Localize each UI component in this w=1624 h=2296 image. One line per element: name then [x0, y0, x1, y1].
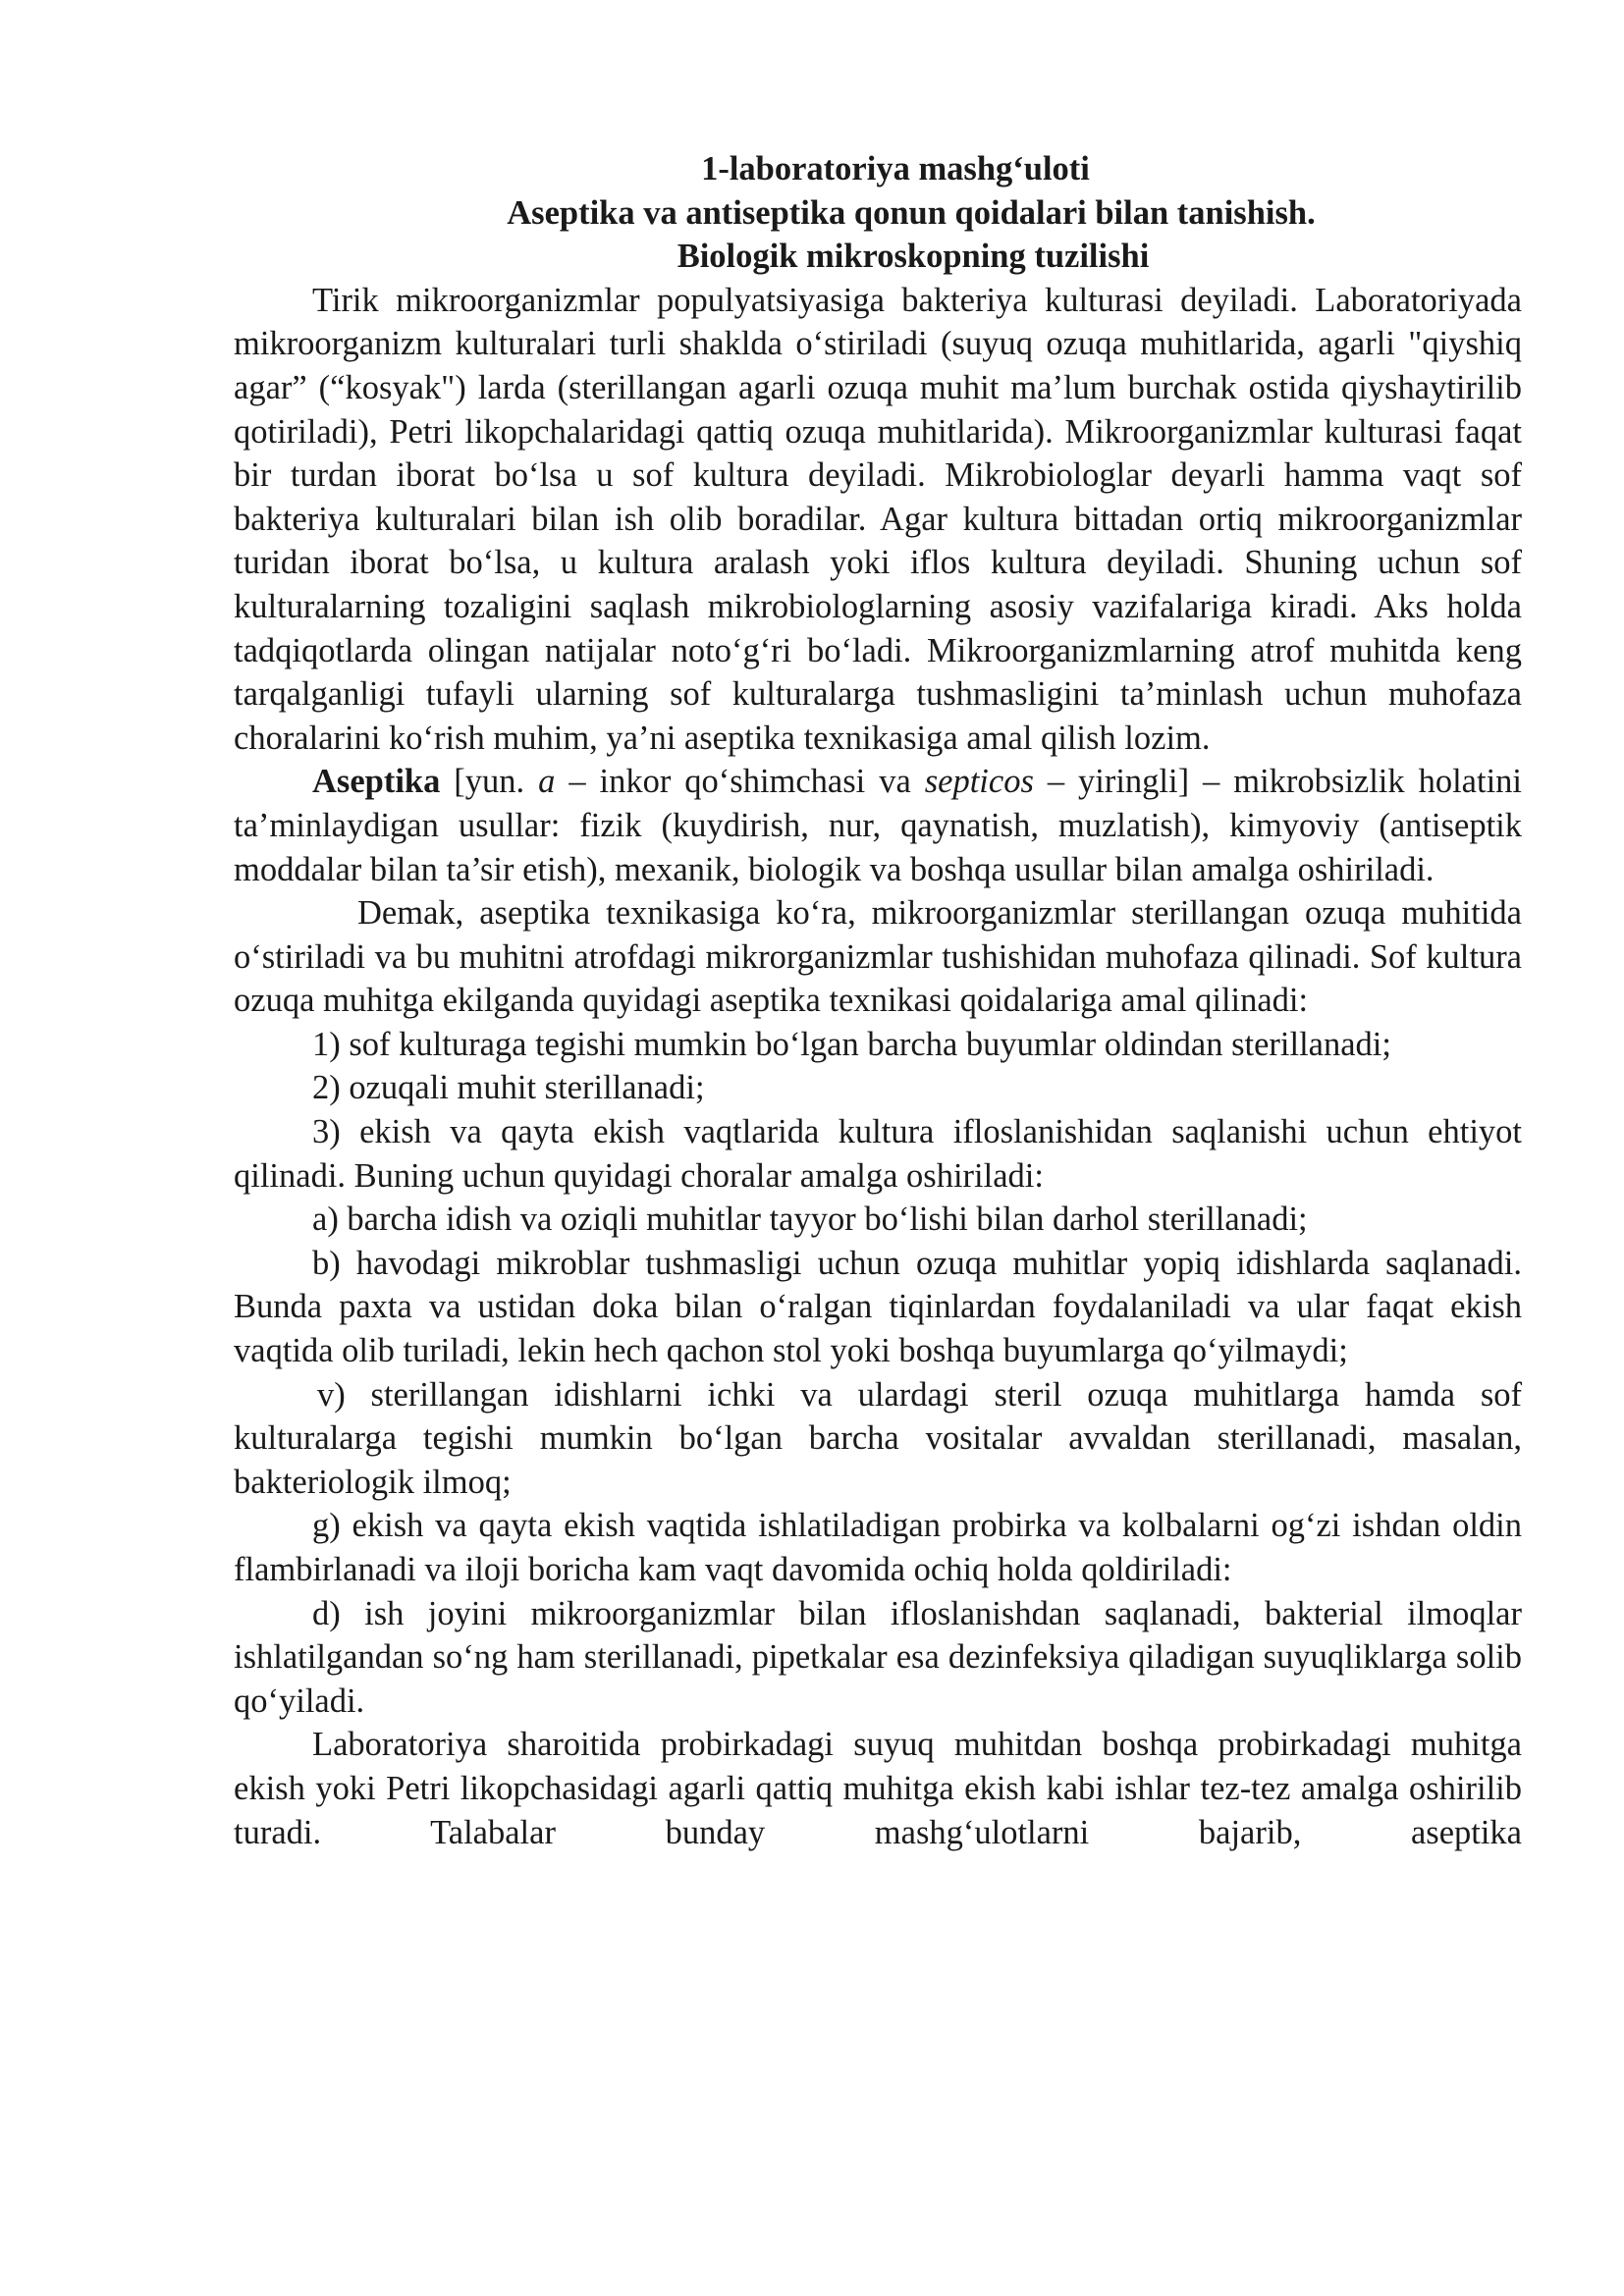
rule-item-g: g) ekish va qayta ekish vaqtida ishlatiladigan probirka va kolbalarni og‘zi ishdan oldin flambirlanadi va iloji boricha kam vaqt davomida ochiq holda qoldiriladi: [234, 1507, 1522, 1588]
rule-item-2: 2) ozuqali muhit sterillanadi; [312, 1069, 705, 1107]
rule-item-v: v) sterillangan idishlarni ichki va ulardagi steril ozuqa muhitlarga hamda sof kulturalarga tegishi mumkin bo‘lgan barcha vositalar avvaldan sterillanadi, masalan, bakteriologik ilmoq; [234, 1375, 1522, 1501]
subtopic-title: Biologik mikroskopning tuzilishi [677, 238, 1150, 276]
rule-item-1: 1) sof kulturaga tegishi mumkin bo‘lgan barcha buyumlar oldindan sterillanadi; [312, 1025, 1391, 1063]
closing-paragraph: Laboratoriya sharoitida probirkadagi suyuq muhitdan boshqa probirkadagi muhitga ekish yoki Petri likopchasidagi agarli qattiq muhitga ekish kabi ishlar tez-tez amalga oshirilib turadi. Talabalar bunday mashg‘ulotlarni bajarib, aseptika [234, 1726, 1522, 1851]
technique-paragraph: Demak, aseptika texnikasiga ko‘ra, mikroorganizmlar sterillangan ozuqa muhitida o‘stiriladi va bu muhitni atrofdagi mikrorganizmlar tushishidan muhofaza qilinadi. Sof kultura ozuqa muhitga ekilganda quyidagi aseptika texnikasi qoidalariga amal qilinadi: [234, 894, 1522, 1020]
rule-item-b: b) havodagi mikroblar tushmasligi uchun ozuqa muhitlar yopiq idishlarda saqlanadi. Bunda paxta va ustidan doka bilan o‘ralgan tiqinlardan foydalaniladi va ular faqat ekish vaqtida olib turiladi, lekin hech qachon stol yoki boshqa buyumlarga qo‘yilmaydi; [234, 1244, 1522, 1370]
rule-item-a: a) barcha idish va oziqli muhitlar tayyor bo‘lishi bilan darhol sterillanadi; [312, 1201, 1308, 1239]
document-page [234, 147, 1522, 1854]
rule-item-d: d) ish joyini mikroorganizmlar bilan ifloslanishdan saqlanadi, bakterial ilmoqlar ishlatilgandan so‘ng ham sterillanadi, pipetkalar esa dezinfeksiya qiladigan suyuqliklarga solib qo‘yiladi. [234, 1594, 1522, 1720]
definition-italic-1: a [538, 763, 556, 801]
definition-italic-2: septicos [924, 763, 1034, 801]
definition-text-2: – inkor qo‘shimchasi va [555, 763, 925, 801]
lab-number-title: 1-laboratoriya mashg‘uloti [701, 150, 1090, 187]
aseptika-term: Aseptika [312, 763, 441, 801]
definition-text-3: – yiringli] – mikrobsizlik holatini ta’minlaydigan usullar: fizik (kuydirish, nur, qaynatish, muzlatish), kimyoviy (antiseptik moddalar bilan ta’sir etish), mexanik, biologik va boshqa usullar bilan amalga oshiriladi. [234, 763, 1522, 888]
aseptika-definition-paragraph [234, 760, 1522, 891]
topic-title: Aseptika va antiseptika qonun qoidalari bilan tanishish. [507, 193, 1316, 232]
definition-text-1: [yun. [440, 763, 539, 801]
rule-item-3: 3) ekish va qayta ekish vaqtlarida kultura ifloslanishidan saqlanishi uchun ehtiyot qilinadi. Buning uchun quyidagi choralar amalga oshiriladi: [234, 1113, 1522, 1195]
intro-paragraph: Tirik mikroorganizmlar populyatsiyasiga bakteriya kulturasi deyiladi. Laboratoriyada mikroorganizm kulturalari turli shaklda o‘stiriladi (suyuq ozuqa muhitlarida, agarli "qiyshiq agar” (“kosyak") larda (sterillangan agarli ozuqa muhit ma’lum burchak ostida qiyshaytirilib qotiriladi), Petri likopchalaridagi qattiq ozuqa muhitlarida). Mikroorganizmlar kulturasi faqat bir turdan iborat bo‘lsa u sof kultura deyiladi. Mikrobiologlar deyarli hamma vaqt sof bakteriya kulturalari bilan ish olib boradilar. Agar kultura bittadan ortiq mikroorganizmlar turidan iborat bo‘lsa, u kultura aralash yoki iflos kultura deyiladi. Shuning uchun sof kulturalarning tozaligini saqlash mikrobiologlarning asosiy vazifalariga kiradi. Aks holda tadqiqotlarda olingan natijalar noto‘g‘ri bo‘ladi. Mikroorganizmlarning atrof muhitda keng tarqalganligi tufayli ularning sof kulturalarga tushmasligini ta’minlash uchun muhofaza choralarini ko‘rish muhim, ya’ni aseptika texnikasiga amal qilish lozim. [234, 281, 1522, 757]
